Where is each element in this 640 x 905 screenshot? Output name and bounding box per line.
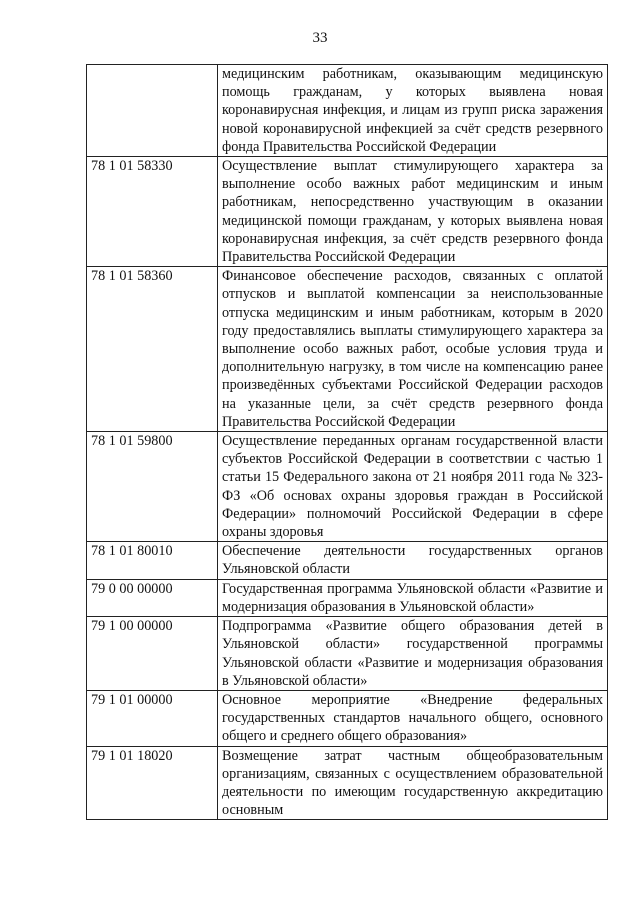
row-code: 78 1 01 59800 <box>87 432 218 542</box>
table-row <box>87 65 608 157</box>
row-description: Возмещение затрат частным общеобразовательным организациям, связанных с осуществлением образовательной деятельности по имеющим государственную аккредитацию основным <box>218 746 608 820</box>
row-description: Осуществление выплат стимулирующего характера за выполнение особо важных работ медицинским и иным работникам, непосредственно участвующим в оказании медицинской помощи гражданам, у которых выявлена новая коронавирусная инфекция, за счёт средств резервного фонда Правительства Российской Федерации <box>218 157 608 267</box>
table-row <box>87 746 608 820</box>
page-number: 33 <box>312 30 328 46</box>
row-code: 78 1 01 80010 <box>87 542 218 579</box>
row-description: Финансовое обеспечение расходов, связанных с оплатой отпусков и выплатой компенсации за неиспользованные отпуска медицинским и иным работникам, которым в 2020 году предоставлялись выплаты стимулирующего характера за выполнение особо важных работ, особые условия труда и дополнительную нагрузку, в том числе на компенсацию ранее произведённых субъектами Российской Федерации расходов на указанные цели, за счёт средств резервного фонда Правительства Российской Федерации <box>218 267 608 432</box>
row-description: Государственная программа Ульяновской области «Развитие и модернизация образования в Ульяновской области» <box>218 579 608 616</box>
table-row <box>87 579 608 616</box>
row-code: 78 1 01 58330 <box>87 157 218 267</box>
table-row <box>87 157 608 267</box>
table-row <box>87 690 608 746</box>
budget-classification-table <box>86 64 608 820</box>
row-code: 78 1 01 58360 <box>87 267 218 432</box>
row-code: 79 1 01 00000 <box>87 690 218 746</box>
row-code <box>87 65 218 157</box>
table-row <box>87 542 608 579</box>
table-row <box>87 267 608 432</box>
row-description: Подпрограмма «Развитие общего образования детей в Ульяновской области» государственной программы Ульяновской области «Развитие и модернизация образования в Ульяновской области» <box>218 617 608 691</box>
row-description: Основное мероприятие «Внедрение федеральных государственных стандартов начального общего, основного общего и среднего общего образования» <box>218 690 608 746</box>
table-row <box>87 432 608 542</box>
row-code: 79 1 01 18020 <box>87 746 218 820</box>
table-row <box>87 617 608 691</box>
row-description: медицинским работникам, оказывающим медицинскую помощь гражданам, у которых выявлена новая коронавирусная инфекция, и лицам из групп риска заражения новой коронавирусной инфекцией за счёт средств резервного фонда Правительства Российской Федерации <box>218 65 608 157</box>
row-code: 79 1 00 00000 <box>87 617 218 691</box>
row-description: Обеспечение деятельности государственных органов Ульяновской области <box>218 542 608 579</box>
row-description: Осуществление переданных органам государственной власти субъектов Российской Федерации в соответствии с частью 1 статьи 15 Федерального закона от 21 ноября 2011 года № 323-ФЗ «Об основах охраны здоровья граждан в Российской Федерации» полномочий Российской Федерации в сфере охраны здоровья <box>218 432 608 542</box>
row-code: 79 0 00 00000 <box>87 579 218 616</box>
